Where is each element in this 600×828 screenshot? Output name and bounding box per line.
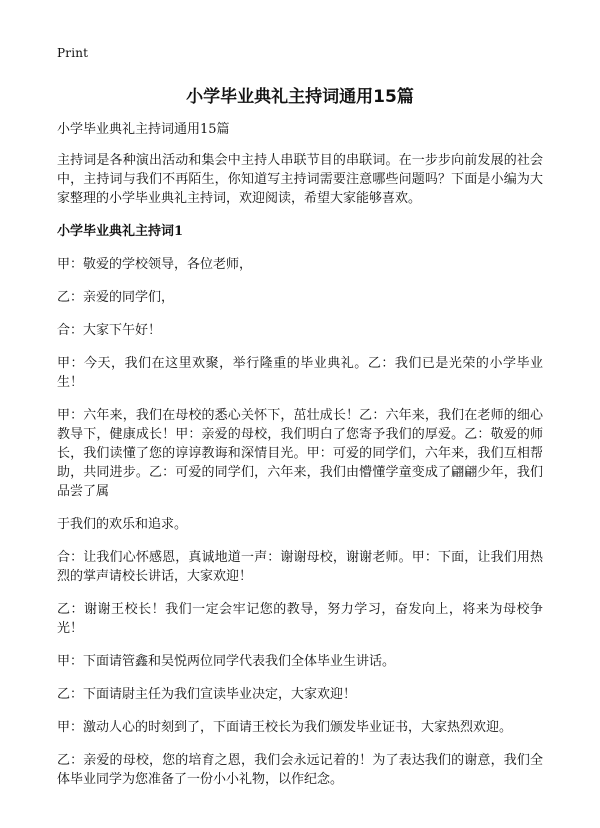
script-paragraph: 乙：亲爱的母校，您的培育之恩，我们会永远记着的！为了表达我们的谢意，我们全体毕业同学为您准备了一份小小礼物，以作纪念。 [57, 753, 543, 787]
intro-paragraph: 主持词是各种演出活动和集会中主持人串联节目的串联词。在一步步向前发展的社会中，主持词与我们不再陌生，你知道写主持词需要注意哪些问题吗？下面是小编为大家整理的小学毕业典礼主持词，欢迎阅读，希望大家能够喜欢。 [57, 153, 543, 206]
script-paragraph: 甲：下面请管鑫和吴悦两位同学代表我们全体毕业生讲话。 [57, 654, 396, 669]
script-paragraph: 乙：下面请尉主任为我们宣读毕业决定，大家欢迎！ [57, 687, 357, 702]
script-paragraph: 甲：敬爱的学校领导，各位老师， [57, 257, 253, 272]
script-paragraph: 甲：激动人心的时刻到了，下面请王校长为我们颁发毕业证书，大家热烈欢迎。 [57, 720, 513, 735]
document-subtitle: 小学毕业典礼主持词通用15篇 [57, 122, 230, 137]
document-body [57, 120, 543, 803]
script-paragraph: 合：大家下午好！ [57, 323, 162, 338]
page-title: 小学毕业典礼主持词通用15篇 [186, 87, 414, 107]
script-paragraph: 甲：今天，我们在这里欢聚，举行隆重的毕业典礼。乙：我们已是光荣的小学毕业生！ [57, 356, 543, 390]
script-paragraph: 乙：亲爱的同学们， [57, 290, 175, 305]
script-paragraph: 于我们的欢乐和追求。 [57, 517, 188, 532]
print-label[interactable]: Print [57, 46, 89, 60]
script-paragraph: 乙：谢谢王校长！我们一定会牢记您的教导，努力学习，奋发向上，将来为母校争光！ [57, 602, 543, 636]
section-heading: 小学毕业典礼主持词1 [57, 224, 184, 239]
script-paragraph: 甲：六年来，我们在母校的悉心关怀下，茁壮成长！乙：六年来，我们在老师的细心教导下，健康成长！甲：亲爱的母校，我们明白了您寄予我们的厚爱。乙：敬爱的师长，我们读懂了您的谆谆教诲和深情目光。甲：可爱的同学们，六年来，我们互相帮助，共同进步。乙：可爱的同学们，六年来，我们由懵懂学童变成了翩翩少年，我们品尝了属 [57, 408, 543, 499]
script-paragraph: 合：让我们心怀感恩，真诚地道一声：谢谢母校，谢谢老师。甲：下面，让我们用热烈的掌声请校长讲话，大家欢迎！ [57, 550, 543, 584]
